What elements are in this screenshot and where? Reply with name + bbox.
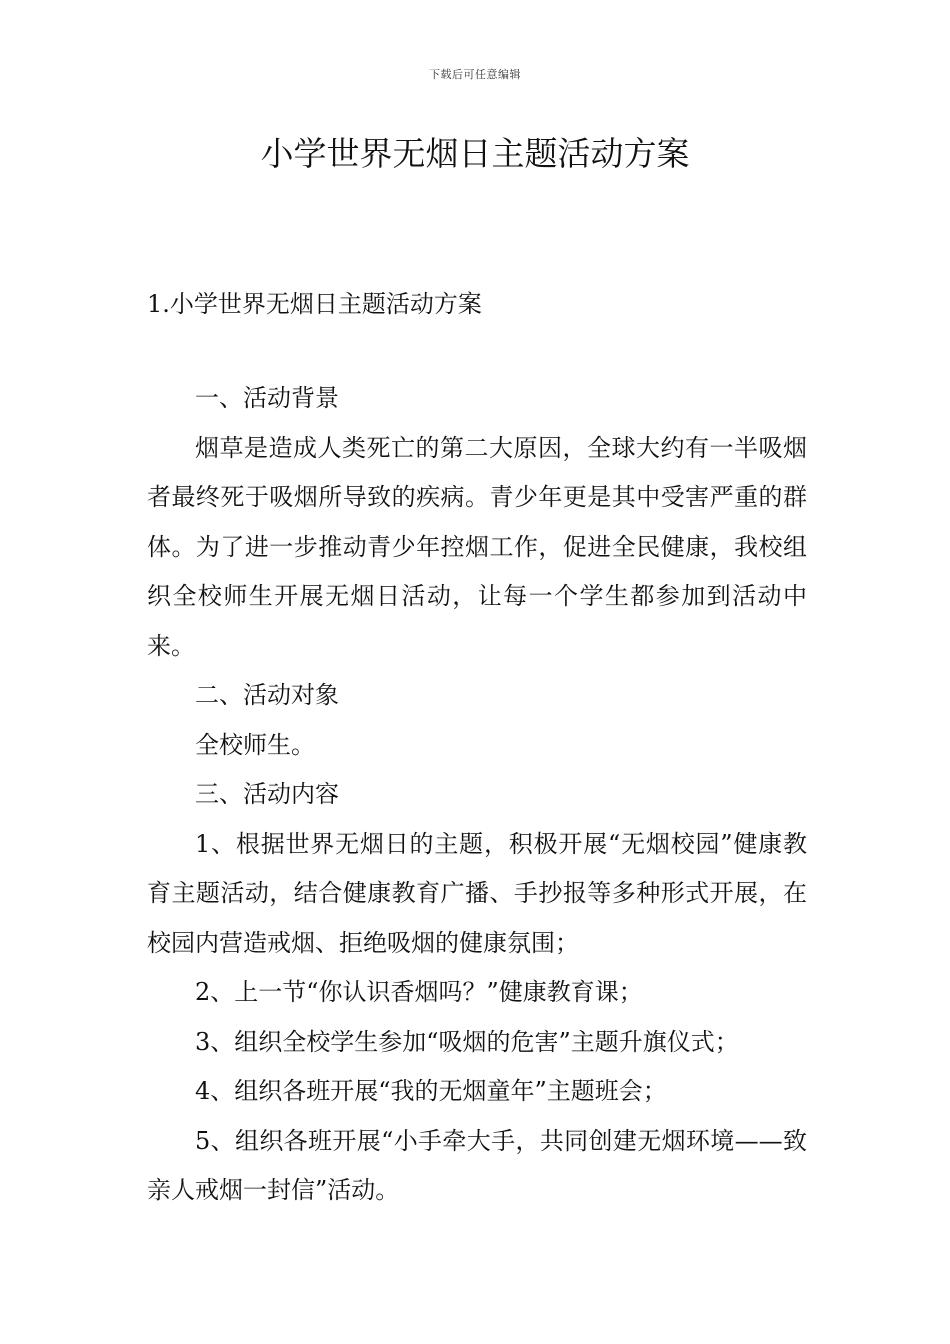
- header-note: 下载后可任意编辑: [429, 68, 521, 81]
- document-body: [147, 374, 807, 1216]
- content-item-4: 4、组织各班开展“我的无烟童年”主题班会；: [195, 1077, 667, 1105]
- heading-target: 二、活动对象: [195, 681, 339, 709]
- content-item-1: 1、根据世界无烟日的主题，积极开展“无烟校园”健康教育主题活动，结合健康教育广播、手抄报等多种形式开展，在校园内营造戒烟、拒绝吸烟的健康氛围；: [147, 829, 807, 957]
- heading-content: 三、活动内容: [195, 780, 339, 808]
- content-item-3: 3、组织全校学生参加“吸烟的危害”主题升旗仪式；: [195, 1027, 739, 1056]
- paragraph-target: 全校师生。: [195, 730, 315, 759]
- content-item-5: 5、组织各班开展“小手牵大手，共同创建无烟环境——致亲人戒烟一封信”活动。: [147, 1126, 807, 1204]
- paragraph-background: 烟草是造成人类死亡的第二大原因，全球大约有一半吸烟者最终死于吸烟所导致的疾病。青少年更是其中受害严重的群体。为了进一步推动青少年控烟工作，促进全民健康，我校组织全校师生开展无烟日活动，让每一个学生都参加到活动中来。: [147, 433, 807, 660]
- document-title: 小学世界无烟日主题活动方案: [260, 134, 690, 173]
- heading-background: 一、活动背景: [195, 384, 339, 412]
- content-item-2: 2、上一节“你认识香烟吗？”健康教育课；: [195, 978, 643, 1006]
- section-title: 1.小学世界无烟日主题活动方案: [147, 290, 482, 318]
